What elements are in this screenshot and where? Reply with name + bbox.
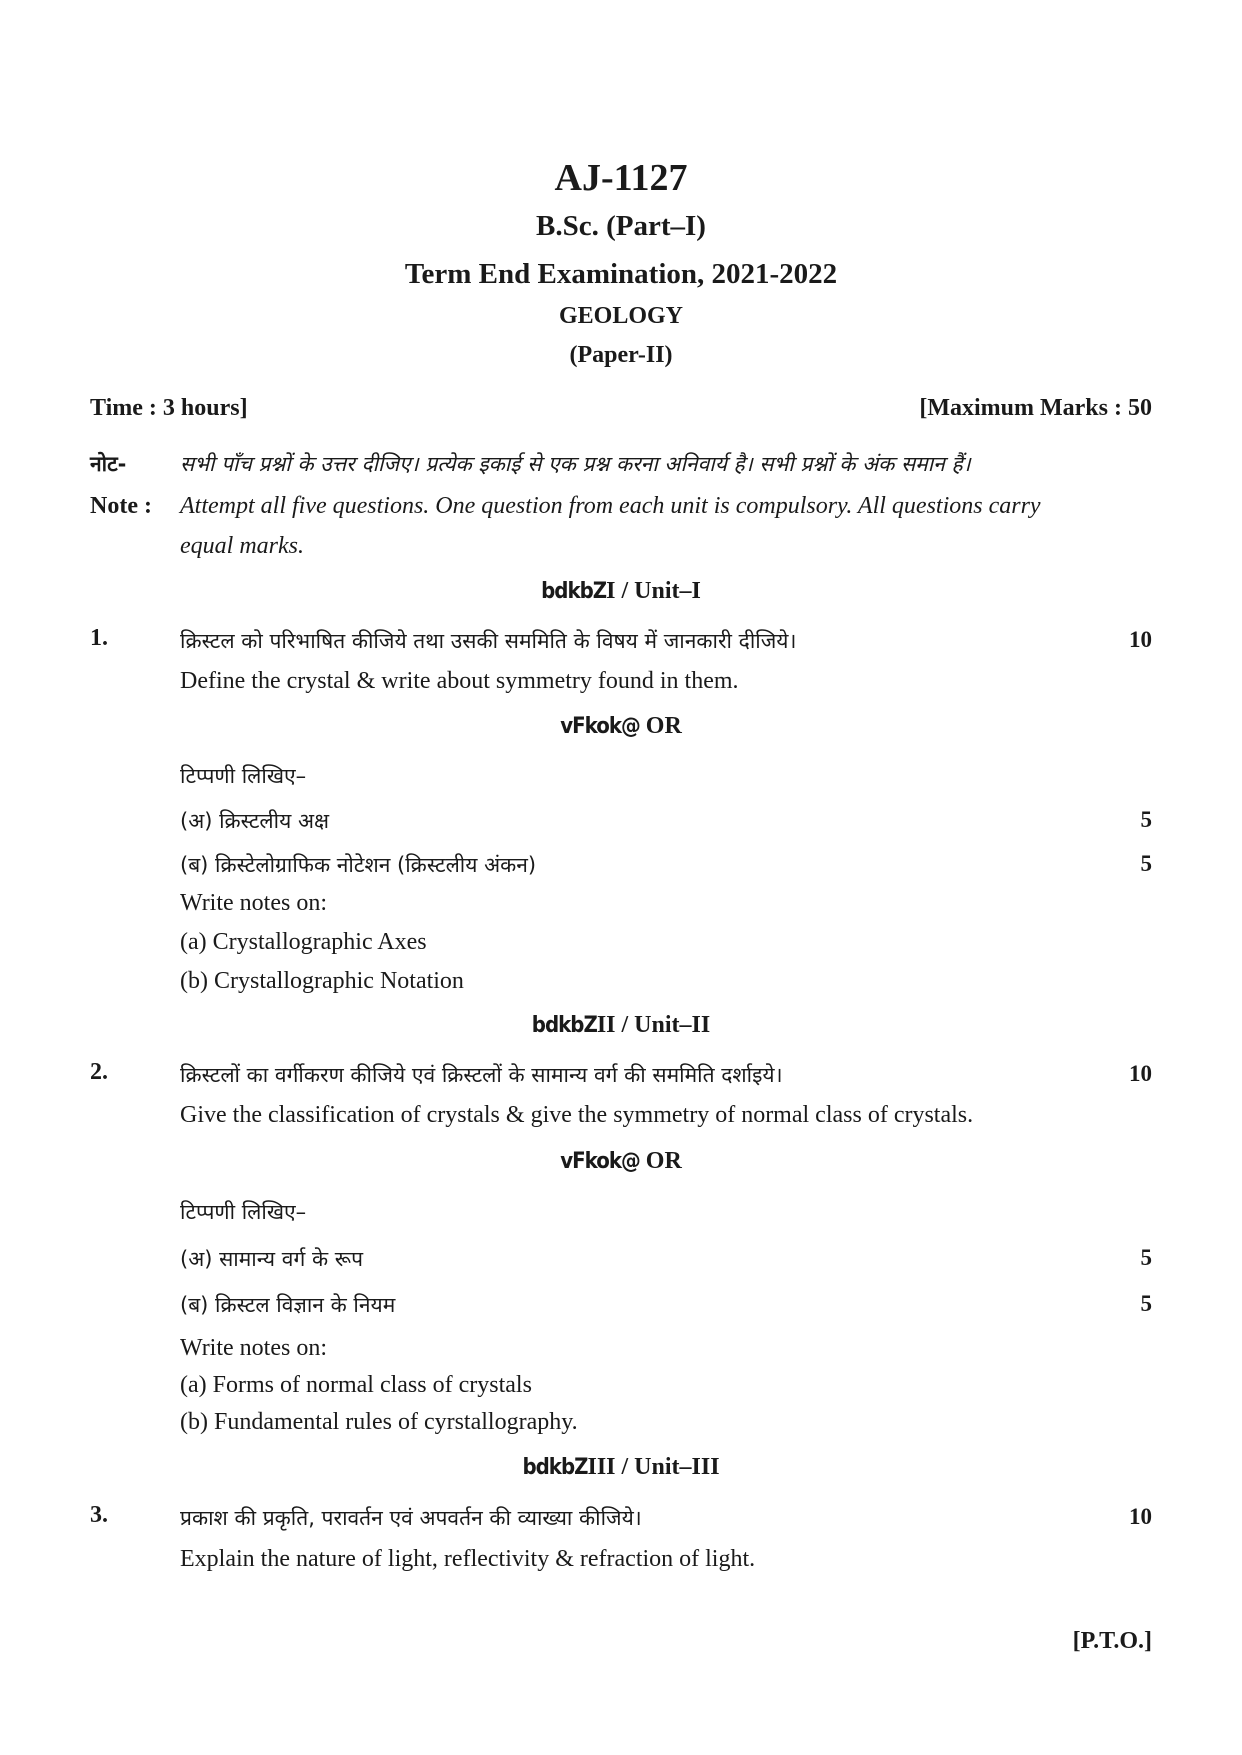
time-allowed: Time : 3 hours]: [90, 395, 248, 421]
question-number: 2.: [90, 1059, 108, 1085]
alt-option-b-hindi: (ब) क्रिस्टेलोग्राफिक नोटेशन (क्रिस्टलीय अंकन): [180, 853, 537, 877]
alt-option-a-english: (a) Forms of normal class of crystals: [180, 1372, 532, 1398]
alt-option-b-english: (b) Fundamental rules of cyrstallography.: [180, 1409, 578, 1435]
or-divider: [0, 1148, 1242, 1175]
or-label-hindi: vFkok@: [560, 714, 640, 739]
subject-title: GEOLOGY: [558, 303, 684, 329]
question-text-hindi: प्रकाश की प्रकृति, परावर्तन एवं अपवर्तन की व्याख्या कीजिये।: [180, 1506, 642, 1530]
question-number: 3.: [90, 1502, 108, 1528]
question-number: 1.: [90, 625, 108, 651]
alt-intro-english: Write notes on:: [180, 890, 327, 916]
unit-heading-english: I / Unit–I: [606, 578, 701, 604]
exam-title: Term End Examination, 2021-2022: [404, 258, 838, 290]
question-text-hindi: क्रिस्टल को परिभाषित कीजिये तथा उसकी सममिति के विषय में जानकारी दीजिये।: [180, 629, 797, 653]
alt-option-b-marks: 5: [1140, 851, 1152, 876]
unit-heading-hindi: bdkbZ: [522, 1455, 588, 1480]
alt-intro-english: Write notes on:: [180, 1335, 327, 1361]
please-turn-over: [P.T.O.]: [1072, 1628, 1152, 1654]
or-label-english: OR: [645, 713, 682, 739]
question-marks: 10: [1129, 1504, 1152, 1529]
alt-option-b-english: (b) Crystallographic Notation: [180, 968, 464, 994]
paper-code: AJ-1127: [554, 157, 688, 199]
note-label-hindi: नोट-: [90, 452, 127, 476]
question-text-hindi: क्रिस्टलों का वर्गीकरण कीजिये एवं क्रिस्टलों के सामान्य वर्ग की सममिति दर्शाइये।: [180, 1063, 783, 1087]
alt-option-b-marks: 5: [1140, 1291, 1152, 1316]
unit-heading: [0, 1454, 1242, 1481]
question-text-english: Give the classification of crystals & give the symmetry of normal class of crystals.: [180, 1102, 974, 1128]
paper-number: (Paper-II): [569, 342, 673, 368]
note-text-hindi: सभी पाँच प्रश्नों के उत्तर दीजिए। प्रत्येक इकाई से एक प्रश्न करना अनिवार्य है। सभी प्रश्नों के अंक समान हैं।: [180, 452, 971, 476]
or-label-english: OR: [645, 1148, 682, 1174]
unit-heading-english: II / Unit–II: [596, 1012, 711, 1038]
or-label-hindi: vFkok@: [560, 1149, 640, 1174]
alt-option-a-hindi: (अ) सामान्य वर्ग के रूप: [180, 1247, 364, 1271]
note-label-english: Note :: [90, 493, 152, 519]
question-marks: 10: [1129, 1061, 1152, 1086]
or-divider: [0, 713, 1242, 740]
course-title: B.Sc. (Part–I): [536, 210, 706, 242]
alt-option-a-marks: 5: [1140, 1245, 1152, 1270]
unit-heading: [0, 1012, 1242, 1039]
maximum-marks: [Maximum Marks : 50: [919, 395, 1152, 421]
note-text-english-line1: Attempt all five questions. One question from each unit is compulsory. All questions carry: [180, 493, 1041, 519]
question-text-english: Define the crystal & write about symmetry found in them.: [180, 668, 739, 694]
alt-option-a-marks: 5: [1140, 807, 1152, 832]
unit-heading-english: III / Unit–III: [587, 1454, 720, 1480]
question-marks: 10: [1129, 627, 1152, 652]
unit-heading-hindi: bdkbZ: [531, 1013, 597, 1038]
unit-heading: [0, 578, 1242, 605]
question-text-english: Explain the nature of light, reflectivity & refraction of light.: [180, 1546, 756, 1572]
note-text-english-line2: equal marks.: [180, 533, 304, 559]
unit-heading-hindi: bdkbZ: [541, 579, 607, 604]
alt-intro-hindi: टिप्पणी लिखिए–: [180, 1200, 307, 1224]
alt-option-a-english: (a) Crystallographic Axes: [180, 929, 427, 955]
alt-option-b-hindi: (ब) क्रिस्टल विज्ञान के नियम: [180, 1293, 396, 1317]
alt-option-a-hindi: (अ) क्रिस्टलीय अक्ष: [180, 809, 330, 833]
alt-intro-hindi: टिप्पणी लिखिए–: [180, 764, 307, 788]
